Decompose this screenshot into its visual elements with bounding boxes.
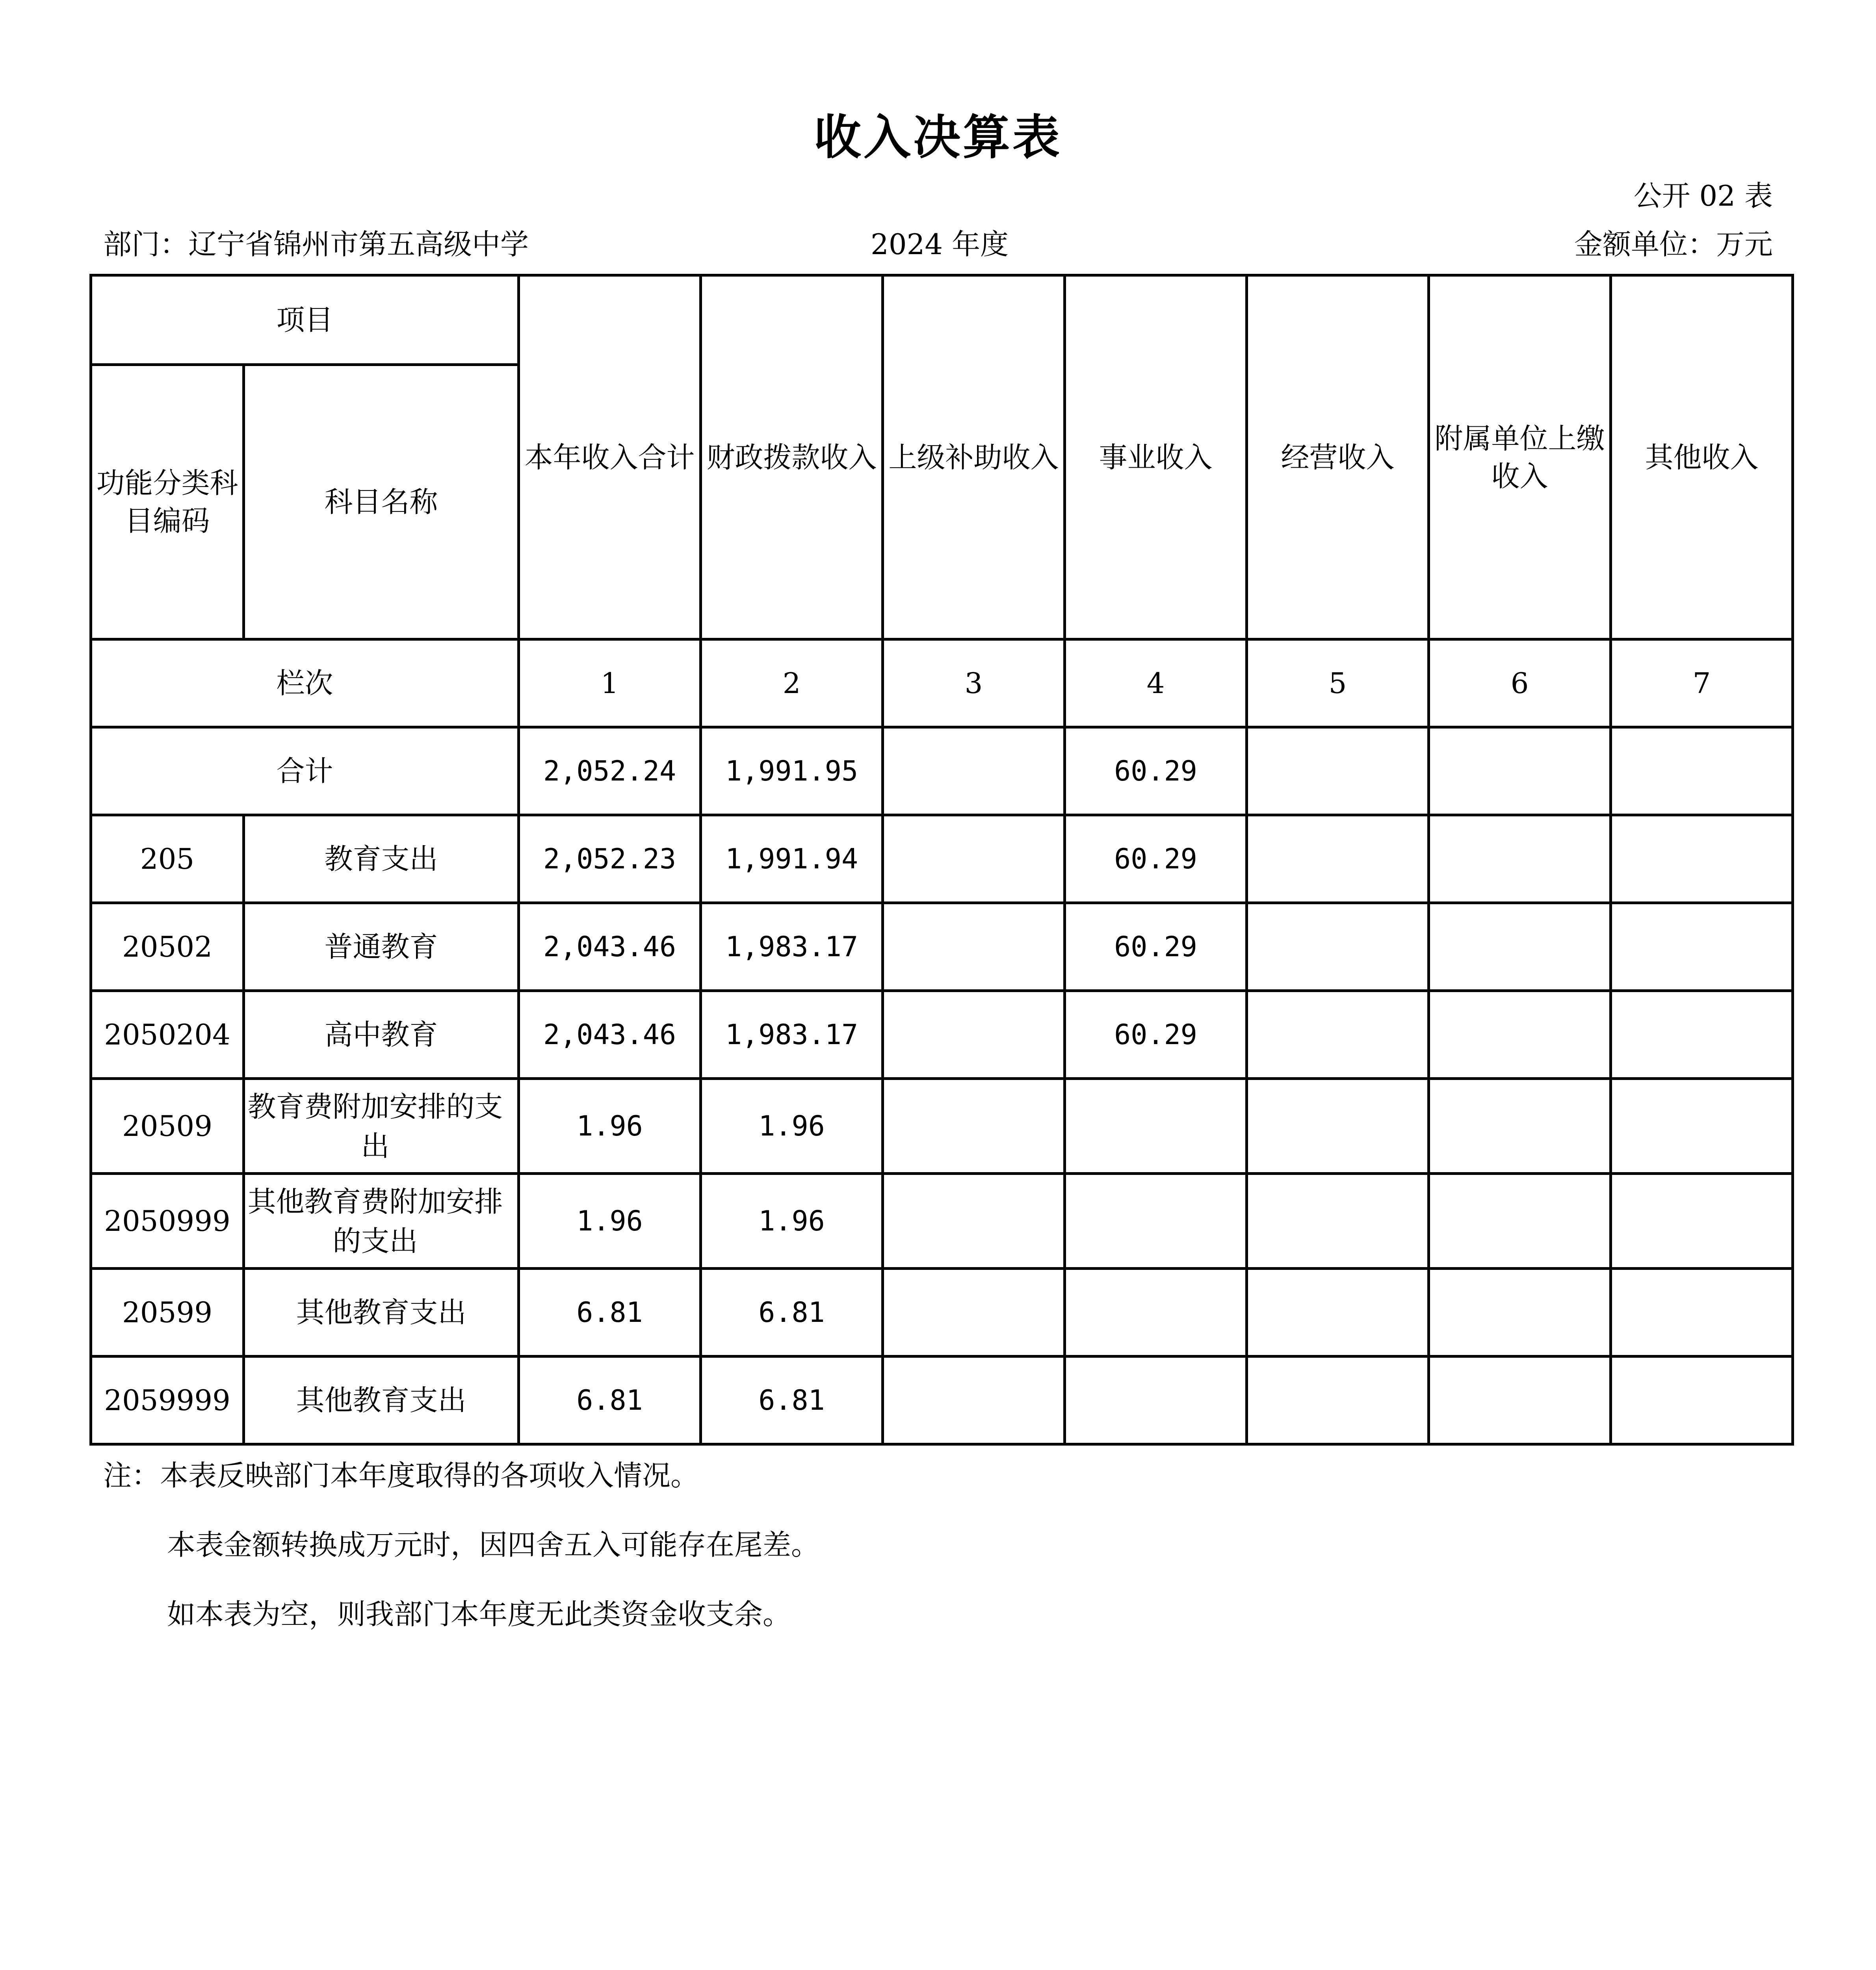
- table-row: [91, 815, 1793, 903]
- table-cell: [1065, 1079, 1247, 1174]
- table-cell: 60.29: [1065, 903, 1247, 991]
- note-line: 本表金额转换成万元时，因四舍五入可能存在尾差。: [167, 1528, 820, 1561]
- header-other-income: 其他收入: [1611, 275, 1793, 639]
- total-row: [91, 727, 1793, 815]
- column-index-number: 7: [1611, 639, 1793, 727]
- table-cell: [883, 815, 1065, 903]
- table-cell: 2,052.24: [519, 727, 701, 815]
- table-cell: 6.81: [519, 1357, 701, 1444]
- table-cell: 6.81: [701, 1357, 883, 1444]
- table-cell: 1.96: [701, 1079, 883, 1174]
- table-cell: [883, 1079, 1065, 1174]
- table-row: [91, 991, 1793, 1079]
- table-row: [91, 903, 1793, 991]
- column-index-number: 3: [883, 639, 1065, 727]
- table-cell: 1,983.17: [701, 991, 883, 1079]
- fiscal-year: 2024 年度: [871, 228, 1009, 261]
- table-cell: 1,991.94: [701, 815, 883, 903]
- table-cell: 1.96: [519, 1174, 701, 1269]
- column-index-number: 1: [519, 639, 701, 727]
- table-cell: [1247, 1174, 1429, 1269]
- column-index-number: 5: [1247, 639, 1429, 727]
- table-cell: 2,052.23: [519, 815, 701, 903]
- amount-unit: 金额单位：万元: [1574, 228, 1773, 261]
- table-cell: [883, 903, 1065, 991]
- table-cell: 6.81: [701, 1269, 883, 1357]
- table-cell: [1611, 1357, 1793, 1444]
- header-code: 功能分类科目编码: [91, 365, 244, 639]
- table-row: [91, 1079, 1793, 1174]
- table-cell: [1429, 991, 1611, 1079]
- column-index-row: [91, 639, 1793, 727]
- subject-code: 2050204: [91, 991, 244, 1079]
- table-row: [91, 1269, 1793, 1357]
- table-cell: 1,991.95: [701, 727, 883, 815]
- table-cell: 2,043.46: [519, 991, 701, 1079]
- table-cell: [883, 1174, 1065, 1269]
- subject-name: 其他教育支出: [244, 1357, 519, 1444]
- total-label: 合计: [91, 727, 519, 815]
- page-title: 收入决算表: [814, 110, 1062, 165]
- table-cell: [1611, 1269, 1793, 1357]
- table-cell: [1611, 903, 1793, 991]
- table-notes: [103, 1458, 819, 1666]
- header-superior-subsidy: 上级补助收入: [883, 275, 1065, 639]
- table-cell: [1429, 1174, 1611, 1269]
- header-affiliated-unit-income: 附属单位上缴收入: [1429, 275, 1611, 639]
- table-cell: [1247, 991, 1429, 1079]
- column-index-number: 4: [1065, 639, 1247, 727]
- table-cell: [1429, 1079, 1611, 1174]
- table-cell: [1429, 903, 1611, 991]
- table-cell: [1247, 1079, 1429, 1174]
- table-cell: [1611, 727, 1793, 815]
- table-cell: [1611, 991, 1793, 1079]
- table-cell: 1,983.17: [701, 903, 883, 991]
- table-row: [91, 1174, 1793, 1269]
- table-cell: 60.29: [1065, 727, 1247, 815]
- subject-code: 20599: [91, 1269, 244, 1357]
- column-index-label: 栏次: [91, 639, 519, 727]
- income-table: [89, 274, 1794, 1446]
- note-line: 如本表为空，则我部门本年度无此类资金收支余。: [167, 1598, 791, 1631]
- subject-name: 高中教育: [244, 991, 519, 1079]
- table-cell: [1247, 1269, 1429, 1357]
- table-cell: [1429, 1357, 1611, 1444]
- header-item: 项目: [91, 275, 519, 365]
- table-cell: [1247, 1357, 1429, 1444]
- header-name: 科目名称: [244, 365, 519, 639]
- table-cell: [883, 991, 1065, 1079]
- table-row: [91, 1357, 1793, 1444]
- header-fiscal-appropriation: 财政拨款收入: [701, 275, 883, 639]
- subject-code: 2050999: [91, 1174, 244, 1269]
- subject-code: 205: [91, 815, 244, 903]
- table-cell: [1065, 1174, 1247, 1269]
- table-cell: [1247, 815, 1429, 903]
- table-cell: 60.29: [1065, 991, 1247, 1079]
- table-cell: [883, 1269, 1065, 1357]
- subject-code: 2059999: [91, 1357, 244, 1444]
- subject-code: 20509: [91, 1079, 244, 1174]
- table-cell: [1065, 1357, 1247, 1444]
- table-cell: [1611, 815, 1793, 903]
- table-cell: [883, 1357, 1065, 1444]
- table-cell: [1429, 815, 1611, 903]
- subject-code: 20502: [91, 903, 244, 991]
- table-cell: 60.29: [1065, 815, 1247, 903]
- table-cell: [1611, 1174, 1793, 1269]
- table-cell: 6.81: [519, 1269, 701, 1357]
- header-operating-income: 经营收入: [1247, 275, 1429, 639]
- table-cell: 1.96: [519, 1079, 701, 1174]
- header-business-income: 事业收入: [1065, 275, 1247, 639]
- table-cell: [883, 727, 1065, 815]
- header-total-income: 本年收入合计: [519, 275, 701, 639]
- table-cell: 1.96: [701, 1174, 883, 1269]
- form-number: 公开 02 表: [1633, 179, 1773, 212]
- subject-name: 普通教育: [244, 903, 519, 991]
- department-label: 部门：辽宁省锦州市第五高级中学: [103, 228, 529, 261]
- table-cell: [1429, 1269, 1611, 1357]
- header-row-top: [91, 275, 1793, 365]
- note-line: 注：本表反映部门本年度取得的各项收入情况。: [103, 1459, 699, 1492]
- table-cell: [1611, 1079, 1793, 1174]
- subject-name: 教育支出: [244, 815, 519, 903]
- table-cell: 2,043.46: [519, 903, 701, 991]
- column-index-number: 2: [701, 639, 883, 727]
- column-index-number: 6: [1429, 639, 1611, 727]
- table-cell: [1429, 727, 1611, 815]
- table-cell: [1065, 1269, 1247, 1357]
- table-cell: [1247, 903, 1429, 991]
- subject-name: 其他教育费附加安排的支出: [244, 1174, 519, 1269]
- subject-name: 其他教育支出: [244, 1269, 519, 1357]
- subject-name: 教育费附加安排的支出: [244, 1079, 519, 1174]
- table-cell: [1247, 727, 1429, 815]
